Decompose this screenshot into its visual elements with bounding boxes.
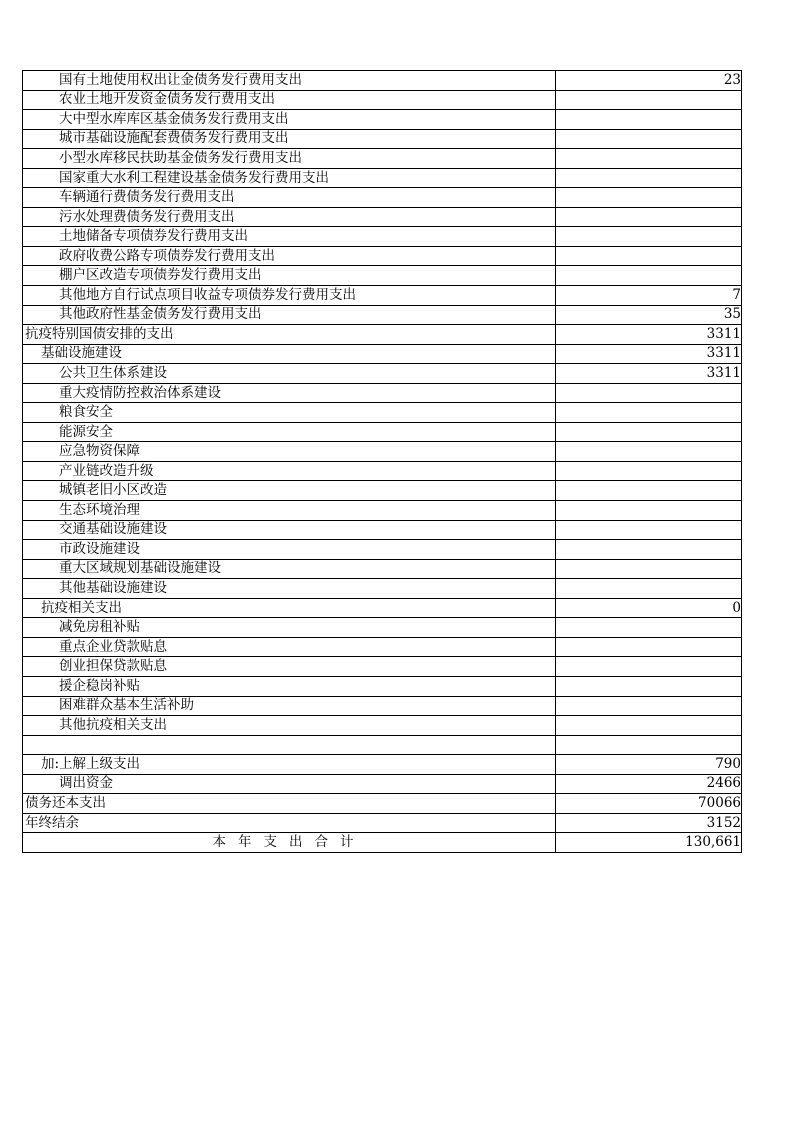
table-row <box>23 618 742 638</box>
row-value <box>556 110 742 130</box>
table-row <box>23 246 742 266</box>
table-row <box>23 755 742 775</box>
row-value <box>556 716 742 736</box>
row-value <box>556 207 742 227</box>
table-row <box>23 813 742 833</box>
table-row <box>23 774 742 794</box>
row-value: 70066 <box>556 794 742 814</box>
row-name: 抗疫特别国债安排的支出 <box>23 325 556 345</box>
row-name: 年终结余 <box>23 813 556 833</box>
table-row <box>23 71 742 91</box>
total-row <box>23 833 742 853</box>
row-name: 基础设施建设 <box>23 344 556 364</box>
table-row <box>23 168 742 188</box>
row-value <box>556 461 742 481</box>
row-name: 污水处理费债务发行费用支出 <box>23 207 556 227</box>
row-name: 国家重大水利工程建设基金债务发行费用支出 <box>23 168 556 188</box>
row-value <box>556 168 742 188</box>
row-name: 困难群众基本生活补助 <box>23 696 556 716</box>
table-row <box>23 207 742 227</box>
table-row <box>23 716 742 736</box>
row-name: 城镇老旧小区改造 <box>23 481 556 501</box>
row-name: 援企稳岗补贴 <box>23 676 556 696</box>
row-name: 粮食安全 <box>23 403 556 423</box>
table-row <box>23 110 742 130</box>
row-name: 调出资金 <box>23 774 556 794</box>
table-row <box>23 188 742 208</box>
row-name: 市政设施建设 <box>23 540 556 560</box>
row-value <box>556 90 742 110</box>
table-row <box>23 579 742 599</box>
row-name: 其他政府性基金债务发行费用支出 <box>23 305 556 325</box>
table-row <box>23 540 742 560</box>
row-name: 能源安全 <box>23 422 556 442</box>
table-row <box>23 383 742 403</box>
table-row <box>23 344 742 364</box>
table-row <box>23 696 742 716</box>
row-value <box>556 579 742 599</box>
table-row <box>23 403 742 423</box>
row-name: 国有土地使用权出让金债务发行费用支出 <box>23 71 556 91</box>
table-row <box>23 422 742 442</box>
row-value: 790 <box>556 755 742 775</box>
row-value <box>556 188 742 208</box>
row-name: 公共卫生体系建设 <box>23 364 556 384</box>
row-value: 23 <box>556 71 742 91</box>
row-value <box>556 559 742 579</box>
row-name: 棚户区改造专项债券发行费用支出 <box>23 266 556 286</box>
row-name: 应急物资保障 <box>23 442 556 462</box>
row-value <box>556 403 742 423</box>
table-row <box>23 90 742 110</box>
table-row <box>23 637 742 657</box>
table-row <box>23 501 742 521</box>
row-value: 2466 <box>556 774 742 794</box>
row-name: 小型水库移民扶助基金债务发行费用支出 <box>23 149 556 169</box>
row-value <box>556 637 742 657</box>
row-value <box>556 442 742 462</box>
row-value <box>556 657 742 677</box>
row-name: 其他抗疫相关支出 <box>23 716 556 736</box>
table-row <box>23 559 742 579</box>
table-row <box>23 149 742 169</box>
row-name: 创业担保贷款贴息 <box>23 657 556 677</box>
row-value: 3311 <box>556 344 742 364</box>
row-value <box>556 676 742 696</box>
row-name: 车辆通行费债务发行费用支出 <box>23 188 556 208</box>
row-value <box>556 266 742 286</box>
row-name: 城市基础设施配套费债务发行费用支出 <box>23 129 556 149</box>
table-row <box>23 520 742 540</box>
row-name: 农业土地开发资金债务发行费用支出 <box>23 90 556 110</box>
row-value <box>556 696 742 716</box>
row-name: 其他基础设施建设 <box>23 579 556 599</box>
total-label: 本年支出合计 <box>23 833 556 853</box>
row-value: 3152 <box>556 813 742 833</box>
row-value <box>556 149 742 169</box>
row-name: 重大区域规划基础设施建设 <box>23 559 556 579</box>
table-row <box>23 657 742 677</box>
table-row <box>23 286 742 306</box>
row-value: 3311 <box>556 364 742 384</box>
row-name: 减免房租补贴 <box>23 618 556 638</box>
table-row <box>23 481 742 501</box>
row-name: 生态环境治理 <box>23 501 556 521</box>
row-name: 债务还本支出 <box>23 794 556 814</box>
row-value <box>556 129 742 149</box>
row-value <box>556 540 742 560</box>
row-value <box>556 735 742 755</box>
row-value <box>556 618 742 638</box>
row-value <box>556 383 742 403</box>
table-row <box>23 227 742 247</box>
row-value <box>556 520 742 540</box>
row-value: 0 <box>556 598 742 618</box>
row-value: 7 <box>556 286 742 306</box>
row-value <box>556 246 742 266</box>
row-name: 交通基础设施建设 <box>23 520 556 540</box>
table-row <box>23 461 742 481</box>
row-value <box>556 227 742 247</box>
row-name: 大中型水库库区基金债务发行费用支出 <box>23 110 556 130</box>
row-name: 土地储备专项债券发行费用支出 <box>23 227 556 247</box>
total-value: 130,661 <box>556 833 742 853</box>
table-row <box>23 794 742 814</box>
table-row <box>23 735 742 755</box>
row-value: 35 <box>556 305 742 325</box>
table-body <box>23 71 742 833</box>
table-row <box>23 305 742 325</box>
row-name: 重大疫情防控救治体系建设 <box>23 383 556 403</box>
table-row <box>23 442 742 462</box>
row-value <box>556 501 742 521</box>
table-row <box>23 266 742 286</box>
table-row <box>23 364 742 384</box>
row-name: 政府收费公路专项债券发行费用支出 <box>23 246 556 266</box>
table-row <box>23 598 742 618</box>
row-name: 抗疫相关支出 <box>23 598 556 618</box>
row-name: 其他地方自行试点项目收益专项债券发行费用支出 <box>23 286 556 306</box>
row-name: 产业链改造升级 <box>23 461 556 481</box>
row-name <box>23 735 556 755</box>
table-row <box>23 325 742 345</box>
row-name: 加:上解上级支出 <box>23 755 556 775</box>
row-value <box>556 481 742 501</box>
expenditure-table <box>22 70 742 853</box>
table-row <box>23 676 742 696</box>
row-name: 重点企业贷款贴息 <box>23 637 556 657</box>
row-value: 3311 <box>556 325 742 345</box>
row-value <box>556 422 742 442</box>
table-row <box>23 129 742 149</box>
